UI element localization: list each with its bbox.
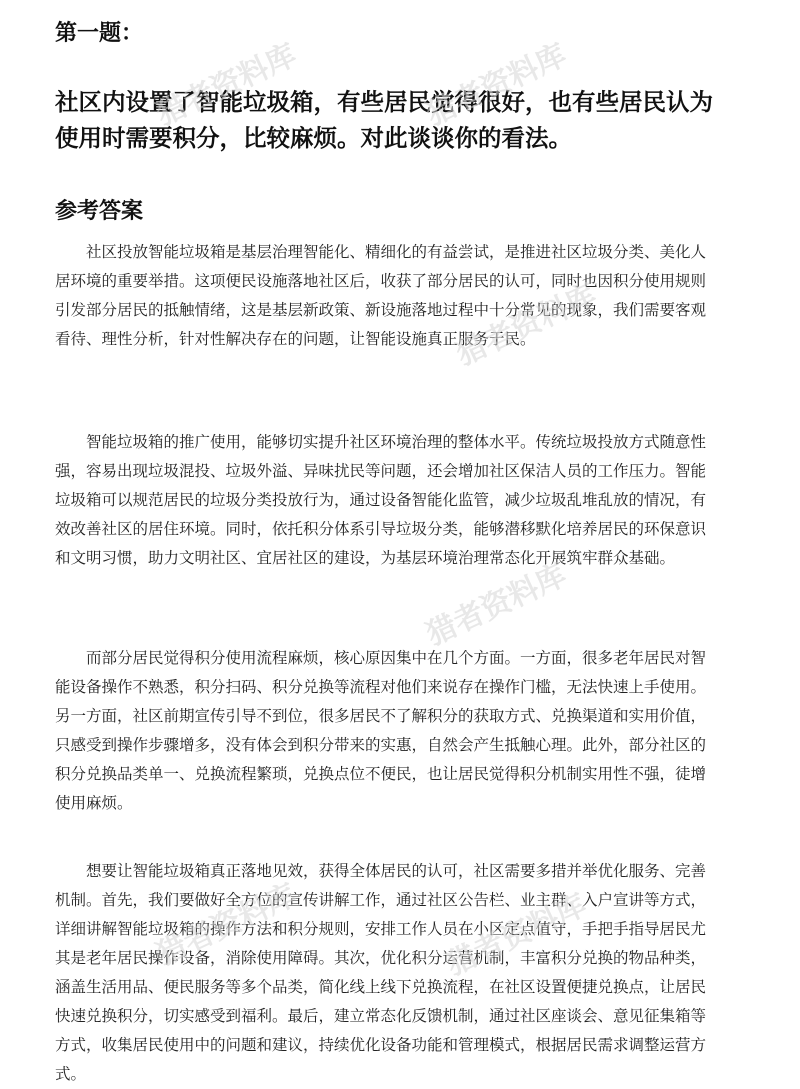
answer-label: 参考答案 [55,199,144,224]
answer-paragraph: 智能垃圾箱的推广使用，能够切实提升社区环境治理的整体水平。传统垃圾投放方式随意性强，容易出现垃圾混投、垃圾外溢、异味扰民等问题，还会增加社区保洁人员的工作压力。智能垃圾箱可以规范居民的垃圾分类投放行为，通过设备智能化监管，减少垃圾乱堆乱放的情况，有效改善社区的居住环境。同时，依托积分体系引导垃圾分类，能够潜移默化培养居民的环保意识和文明习惯，助力文明社区、宜居社区的建设，为基层环境治理常态化开展筑牢群众基础。 [55,433,707,567]
watermark: 猎者资料库 [441,887,592,983]
watermark: 猎者资料库 [151,877,302,973]
answer-paragraph: 而部分居民觉得积分使用流程麻烦，核心原因集中在几个方面。一方面，很多老年居民对智能设备操作不熟悉，积分扫码、积分兑换等流程对他们来说存在操作门槛，无法快速上手使用。另一方面，社区前期宣传引导不到位，很多居民不了解积分的获取方式、兑换渠道和实用价值，只感受到操作步骤增多，没有体会到积分带来的实惠，自然会产生抵触心理。此外，部分社区的积分兑换品类单一、兑换流程繁琐，兑换点位不便民，也让居民觉得积分机制实用性不强，徒增使用麻烦。 [55,649,707,812]
watermark: 猎者资料库 [421,557,572,653]
answer-paragraph: 社区投放智能垃圾箱是基层治理智能化、精细化的有益尝试，是推进社区垃圾分类、美化人居环境的重要举措。这项便民设施落地社区后，收获了部分居民的认可，同时也因积分使用规则引发部分居民的抵触情绪，这是基层新政策、新设施落地过程中十分常见的现象，我们需要客观看待、理性分析，针对性解决存在的问题，让智能设施真正服务于民。 [55,243,707,348]
watermark: 猎者资料库 [451,277,602,373]
question-label: 第一题： [55,21,144,46]
answer-paragraph: 想要让智能垃圾箱真正落地见效，获得全体居民的认可，社区需要多措并举优化服务、完善机制。首先，我们要做好全方位的宣传讲解工作，通过社区公告栏、业主群、入户宣讲等方式，详细讲解智能垃圾箱的操作方法和积分规则，安排工作人员在小区定点值守，手把手指导居民尤其是老年居民操作设备，消除使用障碍。其次，优化积分运营机制，丰富积分兑换的物品种类，涵盖生活用品、便民服务等多个品类，简化线上线下兑换流程，在社区设置便捷兑换点，让居民快速兑换积分，切实感受到福利。最后，建立常态化反馈机制，通过社区座谈会、意见征集箱等方式，收集居民使用中的问题和建议，持续优化设备功能和管理模式，根据居民需求调整运营方式。 [55,862,707,1083]
question-text: 社区内设置了智能垃圾箱，有些居民觉得很好，也有些居民认为使用时需要积分，比较麻烦。对此谈谈你的看法。 [55,88,713,152]
watermark: 猎者资料库 [151,37,302,133]
watermark: 猎者资料库 [421,37,572,133]
